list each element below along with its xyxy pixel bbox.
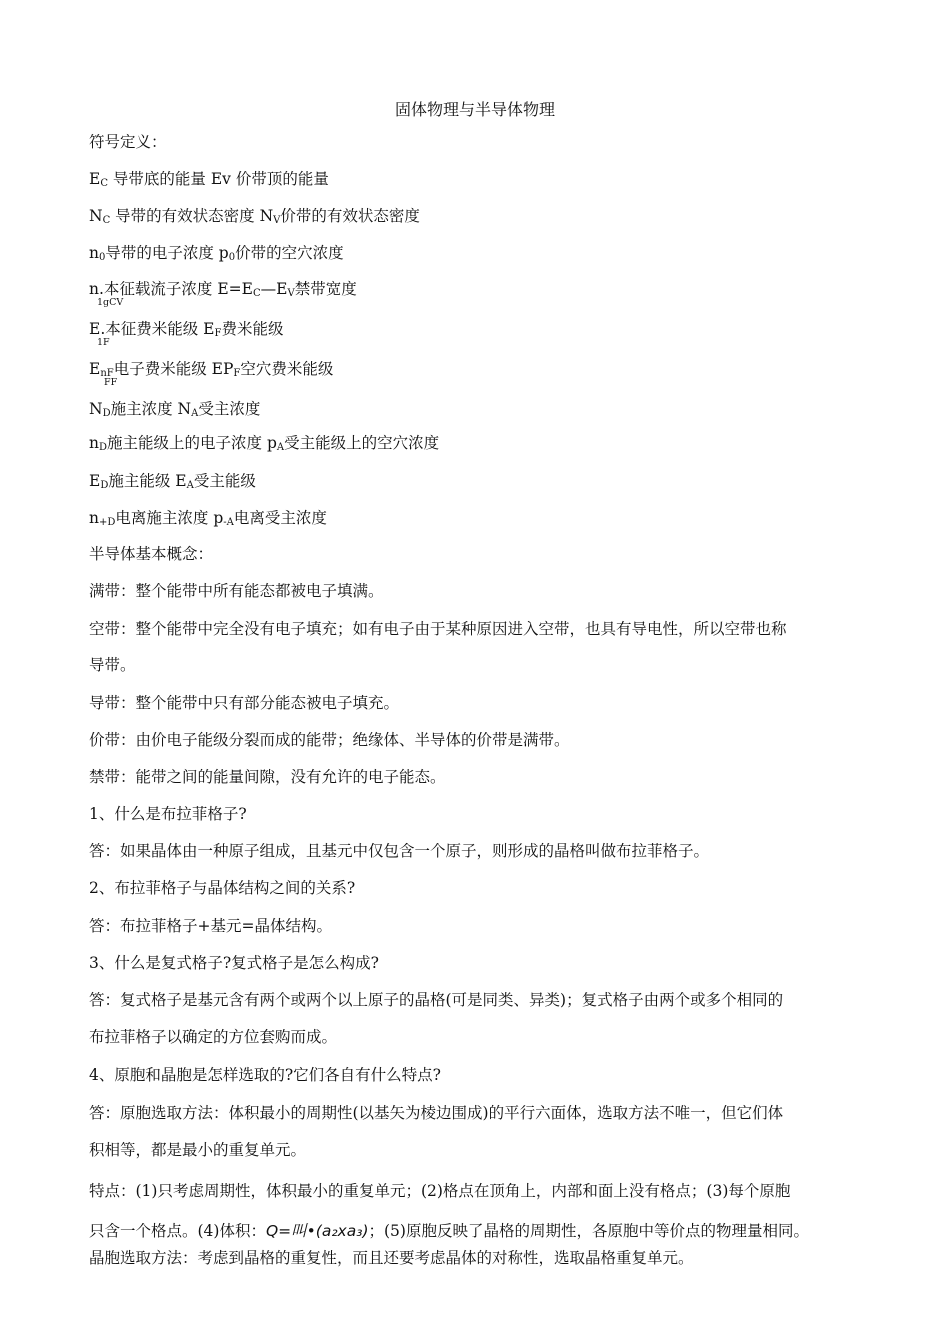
answer-4-line1: 答：原胞选取方法：体积最小的周期性(以基矢为棱边围成)的平行六面体，选取方法不唯一，但它们体 [89, 1104, 784, 1122]
concept-empty-band-line2: 导带。 [89, 656, 136, 674]
symbol-line-nc-nv: $N_C$ 导带的有效状态密度 $N_V$价带的有效状态密度 [89, 207, 420, 226]
volume-formula: Q=叫•(a₂xa₃) [265, 1222, 369, 1240]
question-2: 2、布拉菲格子与晶体结构之间的关系? [89, 879, 356, 897]
answer-4-line4: 只含一个格点。(4)体积：Q=叫•(a₂xa₃)；(5)原胞反映了晶格的周期性，各原胞中等价点的物理量相同。 [89, 1222, 809, 1240]
answer-4-line3: 特点：(1)只考虑周期性，体积最小的重复单元；(2)格点在顶角上，内部和面上没有格点；(3)每个原胞 [89, 1182, 791, 1200]
concept-conduction-band: 导带：整个能带中只有部分能态被电子填充。 [89, 694, 400, 712]
symbol-line-ed-ea: $E_D$施主能级 $E_A$受主能级 [89, 472, 256, 491]
answer-1: 答：如果晶体由一种原子组成，且基元中仅包含一个原子，则形成的晶格叫做布拉菲格子。 [89, 842, 710, 860]
concept-valence-band: 价带：由价电子能级分裂而成的能带；绝缘体、半导体的价带是满带。 [89, 731, 570, 749]
symbol-line-ni-eg: n.本征载流子浓度 $E=E_C—E_V$禁带宽度 [89, 280, 357, 299]
symbols-heading: 符号定义： [89, 133, 167, 151]
symbol-line-nd-na: $N_D$施主浓度 $N_A$受主浓度 [89, 400, 261, 419]
page-title: 固体物理与半导体物理 [394, 100, 555, 119]
symbol-line-ei-ef-subscripts: 1F [97, 337, 110, 348]
symbol-line-nd-pa: $n_D$施主能级上的电子浓度 $p_A$受主能级上的空穴浓度 [89, 434, 440, 453]
answer-3-line1: 答：复式格子是基元含有两个或两个以上原子的晶格(可是同类、异类)；复式格子由两个或多个相同的 [89, 991, 784, 1009]
symbol-line-ni-eg-subscripts: 1gCV [97, 297, 124, 308]
question-1: 1、什么是布拉菲格子? [89, 805, 247, 823]
concept-empty-band-line1: 空带：整个能带中完全没有电子填充；如有电子由于某种原因进入空带，也具有导电性，所以空带也称 [89, 620, 787, 638]
concept-forbidden-band: 禁带：能带之间的能量间隙，没有允许的电子能态。 [89, 768, 446, 786]
symbol-line-ec-ev: $E_C$ 导带底的能量 Ev 价带顶的能量 [89, 170, 329, 189]
answer-2: 答：布拉菲格子+基元=晶体结构。 [89, 917, 332, 935]
answer-4-line2: 积相等，都是最小的重复单元。 [89, 1141, 307, 1159]
concepts-heading: 半导体基本概念： [89, 545, 214, 563]
answer-4-line5: 晶胞选取方法：考虑到晶格的重复性，而且还要考虑晶体的对称性，选取晶格重复单元。 [89, 1249, 694, 1267]
answer-3-line2: 布拉菲格子以确定的方位套购而成。 [89, 1028, 338, 1046]
concept-full-band: 满带：整个能带中所有能态都被电子填满。 [89, 582, 384, 600]
question-4: 4、原胞和晶胞是怎样选取的?它们各自有什么特点? [89, 1066, 441, 1084]
symbol-line-ionized: $n_{+D}$电离施主浓度 $p_{-A}$电离受主浓度 [89, 509, 327, 528]
symbol-line-enf-epf-subscripts: FF [104, 377, 118, 388]
symbol-line-ei-ef: E.本征费米能级 $E_F$费米能级 [89, 320, 284, 339]
symbol-line-n0-p0: $n_0$导带的电子浓度 $p_0$价带的空穴浓度 [89, 244, 344, 263]
symbol-line-enf-epf: $E_{nF}$电子费米能级 $EP_F$空穴费米能级 [89, 360, 334, 379]
question-3: 3、什么是复式格子?复式格子是怎么构成? [89, 954, 379, 972]
